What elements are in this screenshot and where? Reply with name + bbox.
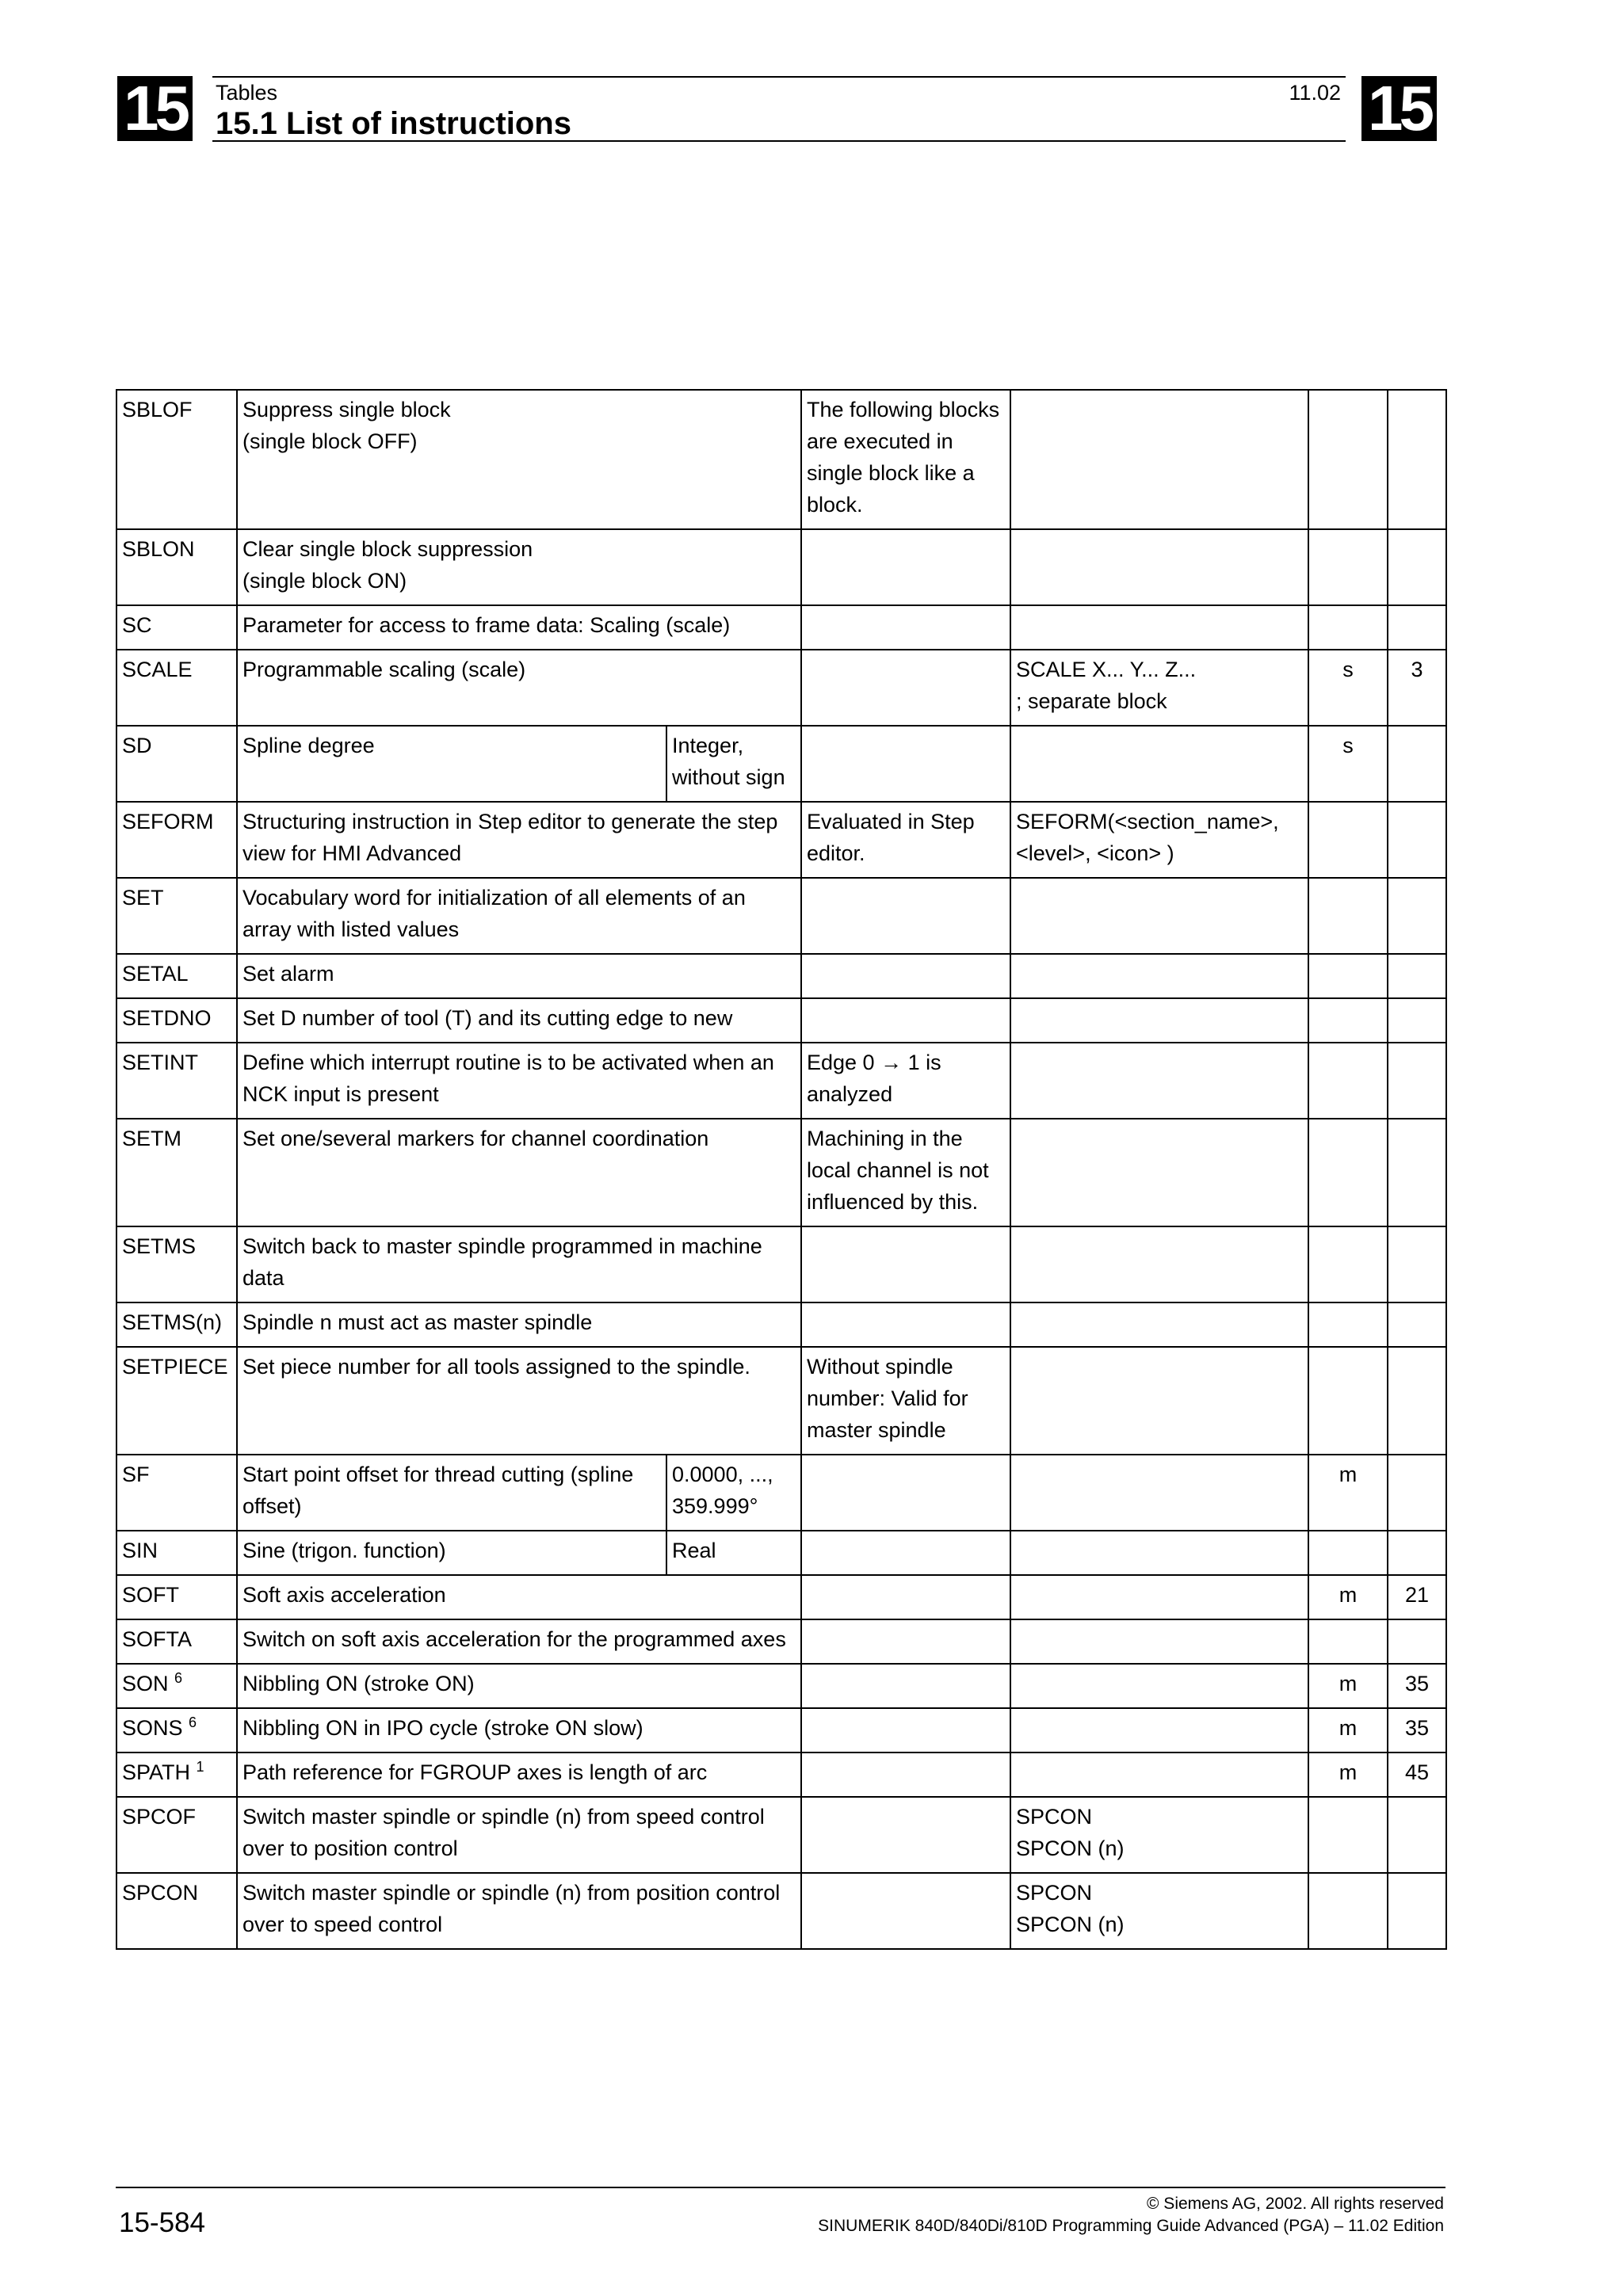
- footnote-marker: 6: [174, 1670, 183, 1686]
- description-cell: Switch master spindle or spindle (n) from speed control over to position control: [237, 1797, 801, 1873]
- remark-cell: [801, 1753, 1010, 1797]
- example-cell: [1010, 1302, 1308, 1347]
- remark-cell: Machining in the local channel is not influenced by this.: [801, 1119, 1010, 1226]
- instruction-name: SPCOF: [122, 1805, 197, 1829]
- header-top-rule: [212, 76, 1346, 78]
- example-cell: SEFORM(<section_name>, <level>, <icon> ): [1010, 802, 1308, 878]
- description-cell: Start point offset for thread cutting (spline offset): [237, 1455, 666, 1531]
- table-row: [116, 802, 1446, 878]
- group-cell: 35: [1388, 1708, 1446, 1753]
- group-cell: 21: [1388, 1575, 1446, 1619]
- example-cell: [1010, 1119, 1308, 1226]
- table-row: [116, 1619, 1446, 1664]
- example-cell: [1010, 954, 1308, 998]
- description-cell: Parameter for access to frame data: Scaling (scale): [237, 605, 801, 650]
- header-bottom-rule: [212, 140, 1346, 142]
- instruction-name: SET: [122, 886, 164, 910]
- table-row: [116, 1226, 1446, 1302]
- table-row: [116, 1753, 1446, 1797]
- instruction-name: SONS: [122, 1716, 183, 1740]
- description-cell: Set piece number for all tools assigned to the spindle.: [237, 1347, 801, 1455]
- remark-cell: [801, 1619, 1010, 1664]
- description-cell: Set alarm: [237, 954, 801, 998]
- description-cell: Nibbling ON in IPO cycle (stroke ON slow): [237, 1708, 801, 1753]
- instruction-cell: [116, 1347, 237, 1455]
- instruction-cell: [116, 1119, 237, 1226]
- type-cell: [1308, 390, 1388, 529]
- instruction-cell: [116, 605, 237, 650]
- table-row: [116, 1664, 1446, 1708]
- instruction-cell: [116, 529, 237, 605]
- example-cell: [1010, 390, 1308, 529]
- instruction-name: SEFORM: [122, 810, 214, 833]
- description-cell: Set D number of tool (T) and its cutting edge to new: [237, 998, 801, 1043]
- example-cell: [1010, 1753, 1308, 1797]
- type-cell: [1308, 878, 1388, 954]
- remark-cell: [801, 1575, 1010, 1619]
- example-cell: SPCON SPCON (n): [1010, 1873, 1308, 1949]
- group-cell: 3: [1388, 650, 1446, 726]
- example-cell: [1010, 1043, 1308, 1119]
- example-cell: SCALE X... Y... Z... ; separate block: [1010, 650, 1308, 726]
- instruction-name: SPATH: [122, 1760, 191, 1784]
- description-cell: Path reference for FGROUP axes is length of arc: [237, 1753, 801, 1797]
- group-cell: [1388, 878, 1446, 954]
- type-cell: m: [1308, 1455, 1388, 1531]
- example-cell: SPCON SPCON (n): [1010, 1797, 1308, 1873]
- remark-cell: Without spindle number: Valid for master spindle: [801, 1347, 1010, 1455]
- example-cell: [1010, 998, 1308, 1043]
- table-row: [116, 954, 1446, 998]
- group-cell: [1388, 1619, 1446, 1664]
- description-cell: Define which interrupt routine is to be activated when an NCK input is present: [237, 1043, 801, 1119]
- instruction-cell: [116, 1873, 237, 1949]
- instruction-cell: [116, 1797, 237, 1873]
- type-cell: s: [1308, 650, 1388, 726]
- table-row: [116, 1575, 1446, 1619]
- instruction-name: SETMS(n): [122, 1310, 223, 1334]
- group-cell: 45: [1388, 1753, 1446, 1797]
- value-range-cell: Integer, without sign: [666, 726, 801, 802]
- instruction-name: SBLON: [122, 537, 195, 561]
- remark-cell: [801, 998, 1010, 1043]
- group-cell: [1388, 1043, 1446, 1119]
- remark-cell: Evaluated in Step editor.: [801, 802, 1010, 878]
- table-row: [116, 390, 1446, 529]
- description-cell: Switch back to master spindle programmed in machine data: [237, 1226, 801, 1302]
- type-cell: [1308, 998, 1388, 1043]
- type-cell: [1308, 1873, 1388, 1949]
- remark-cell: [801, 954, 1010, 998]
- description-cell: Switch master spindle or spindle (n) from position control over to speed control: [237, 1873, 801, 1949]
- group-cell: [1388, 1455, 1446, 1531]
- instruction-name: SETDNO: [122, 1006, 212, 1030]
- table-row: [116, 1119, 1446, 1226]
- value-range-cell: 0.0000, ..., 359.999°: [666, 1455, 801, 1531]
- type-cell: [1308, 1226, 1388, 1302]
- chapter-number-badge-right: 15: [1361, 76, 1437, 141]
- group-cell: [1388, 1531, 1446, 1575]
- example-cell: [1010, 1575, 1308, 1619]
- group-cell: [1388, 390, 1446, 529]
- table-row: [116, 650, 1446, 726]
- instruction-cell: [116, 1575, 237, 1619]
- instruction-cell: [116, 1753, 237, 1797]
- instruction-name: SETINT: [122, 1051, 199, 1074]
- instruction-cell: [116, 1531, 237, 1575]
- example-cell: [1010, 1226, 1308, 1302]
- remark-cell: [801, 1873, 1010, 1949]
- group-cell: [1388, 1347, 1446, 1455]
- remark-cell: [801, 1226, 1010, 1302]
- instruction-name: SPCON: [122, 1881, 199, 1905]
- example-cell: [1010, 878, 1308, 954]
- copyright-notice: © Siemens AG, 2002. All rights reserved: [1147, 2195, 1444, 2213]
- description-cell: Clear single block suppression (single block ON): [237, 529, 801, 605]
- type-cell: [1308, 1619, 1388, 1664]
- remark-cell: [801, 1664, 1010, 1708]
- chapter-number-badge-left: 15: [117, 76, 193, 141]
- remark-cell: Edge 0 → 1 is analyzed: [801, 1043, 1010, 1119]
- instruction-name: SD: [122, 734, 152, 757]
- remark-cell: [801, 1797, 1010, 1873]
- type-cell: [1308, 1043, 1388, 1119]
- table-row: [116, 1797, 1446, 1873]
- table-row: [116, 1531, 1446, 1575]
- group-cell: [1388, 802, 1446, 878]
- description-cell: Structuring instruction in Step editor to generate the step view for HMI Advanced: [237, 802, 801, 878]
- instruction-name: SETPIECE: [122, 1355, 228, 1379]
- instruction-cell: [116, 802, 237, 878]
- remark-cell: [801, 1531, 1010, 1575]
- example-cell: [1010, 529, 1308, 605]
- description-cell: Soft axis acceleration: [237, 1575, 801, 1619]
- group-cell: [1388, 998, 1446, 1043]
- value-range-cell: Real: [666, 1531, 801, 1575]
- example-cell: [1010, 726, 1308, 802]
- example-cell: [1010, 1347, 1308, 1455]
- instruction-cell: [116, 1455, 237, 1531]
- example-cell: [1010, 1531, 1308, 1575]
- instruction-name: SBLOF: [122, 398, 193, 421]
- group-cell: [1388, 1119, 1446, 1226]
- type-cell: [1308, 1797, 1388, 1873]
- group-cell: [1388, 1226, 1446, 1302]
- instruction-table-body: [116, 390, 1446, 1949]
- table-row: [116, 1455, 1446, 1531]
- table-row: [116, 1708, 1446, 1753]
- instruction-cell: [116, 650, 237, 726]
- table-row: [116, 726, 1446, 802]
- instruction-name: SON: [122, 1672, 169, 1695]
- type-cell: [1308, 1347, 1388, 1455]
- table-row: [116, 1302, 1446, 1347]
- remark-cell: [801, 1708, 1010, 1753]
- description-cell: Spline degree: [237, 726, 666, 802]
- table-row: [116, 529, 1446, 605]
- footnote-marker: 1: [196, 1759, 204, 1775]
- table-row: [116, 1873, 1446, 1949]
- type-cell: m: [1308, 1664, 1388, 1708]
- example-cell: [1010, 1619, 1308, 1664]
- type-cell: [1308, 605, 1388, 650]
- description-cell: Nibbling ON (stroke ON): [237, 1664, 801, 1708]
- instruction-name: SOFTA: [122, 1627, 193, 1651]
- instruction-cell: [116, 954, 237, 998]
- group-cell: [1388, 605, 1446, 650]
- remark-cell: The following blocks are executed in single block like a block.: [801, 390, 1010, 529]
- instruction-cell: [116, 1664, 237, 1708]
- remark-cell: [801, 650, 1010, 726]
- instruction-cell: [116, 878, 237, 954]
- remark-cell: [801, 529, 1010, 605]
- type-cell: [1308, 1119, 1388, 1226]
- description-cell: Sine (trigon. function): [237, 1531, 666, 1575]
- type-cell: m: [1308, 1753, 1388, 1797]
- instruction-cell: [116, 1708, 237, 1753]
- example-cell: [1010, 605, 1308, 650]
- instruction-name: SETAL: [122, 962, 189, 986]
- description-cell: Vocabulary word for initialization of all elements of an array with listed values: [237, 878, 801, 954]
- instruction-cell: [116, 726, 237, 802]
- description-cell: Switch on soft axis acceleration for the programmed axes: [237, 1619, 801, 1664]
- remark-cell: [801, 605, 1010, 650]
- footer-rule: [116, 2187, 1445, 2188]
- remark-cell: [801, 1302, 1010, 1347]
- group-cell: [1388, 1797, 1446, 1873]
- group-cell: [1388, 726, 1446, 802]
- type-cell: [1308, 529, 1388, 605]
- group-cell: 35: [1388, 1664, 1446, 1708]
- instruction-name: SIN: [122, 1539, 158, 1562]
- table-row: [116, 1043, 1446, 1119]
- instruction-cell: [116, 1226, 237, 1302]
- remark-cell: [801, 878, 1010, 954]
- document-title: SINUMERIK 840D/840Di/810D Programming Guide Advanced (PGA) – 11.02 Edition: [818, 2217, 1444, 2235]
- description-cell: Set one/several markers for channel coordination: [237, 1119, 801, 1226]
- instruction-name: SC: [122, 613, 152, 637]
- type-cell: [1308, 802, 1388, 878]
- instruction-name: SF: [122, 1463, 150, 1486]
- instruction-name: SCALE: [122, 658, 193, 681]
- type-cell: s: [1308, 726, 1388, 802]
- example-cell: [1010, 1664, 1308, 1708]
- group-cell: [1388, 954, 1446, 998]
- table-row: [116, 998, 1446, 1043]
- type-cell: [1308, 954, 1388, 998]
- instruction-table: [116, 389, 1447, 1950]
- type-cell: m: [1308, 1575, 1388, 1619]
- instruction-cell: [116, 998, 237, 1043]
- example-cell: [1010, 1708, 1308, 1753]
- group-cell: [1388, 1873, 1446, 1949]
- instruction-cell: [116, 1619, 237, 1664]
- section-label: Tables: [216, 81, 278, 105]
- type-cell: m: [1308, 1708, 1388, 1753]
- remark-cell: [801, 1455, 1010, 1531]
- example-cell: [1010, 1455, 1308, 1531]
- instruction-name: SOFT: [122, 1583, 179, 1607]
- instruction-cell: [116, 390, 237, 529]
- type-cell: [1308, 1531, 1388, 1575]
- table-row: [116, 878, 1446, 954]
- instruction-cell: [116, 1043, 237, 1119]
- description-cell: Programmable scaling (scale): [237, 650, 801, 726]
- group-cell: [1388, 1302, 1446, 1347]
- footnote-marker: 6: [189, 1714, 197, 1730]
- instruction-name: SETM: [122, 1127, 182, 1150]
- table-row: [116, 1347, 1446, 1455]
- page-title: 15.1 List of instructions: [216, 106, 571, 141]
- description-cell: Spindle n must act as master spindle: [237, 1302, 801, 1347]
- remark-cell: [801, 726, 1010, 802]
- description-cell: Suppress single block (single block OFF): [237, 390, 801, 529]
- table-row: [116, 605, 1446, 650]
- instruction-name: SETMS: [122, 1234, 197, 1258]
- page-number: 15-584: [119, 2207, 205, 2238]
- group-cell: [1388, 529, 1446, 605]
- edition-label: 11.02: [1289, 81, 1341, 105]
- instruction-cell: [116, 1302, 237, 1347]
- type-cell: [1308, 1302, 1388, 1347]
